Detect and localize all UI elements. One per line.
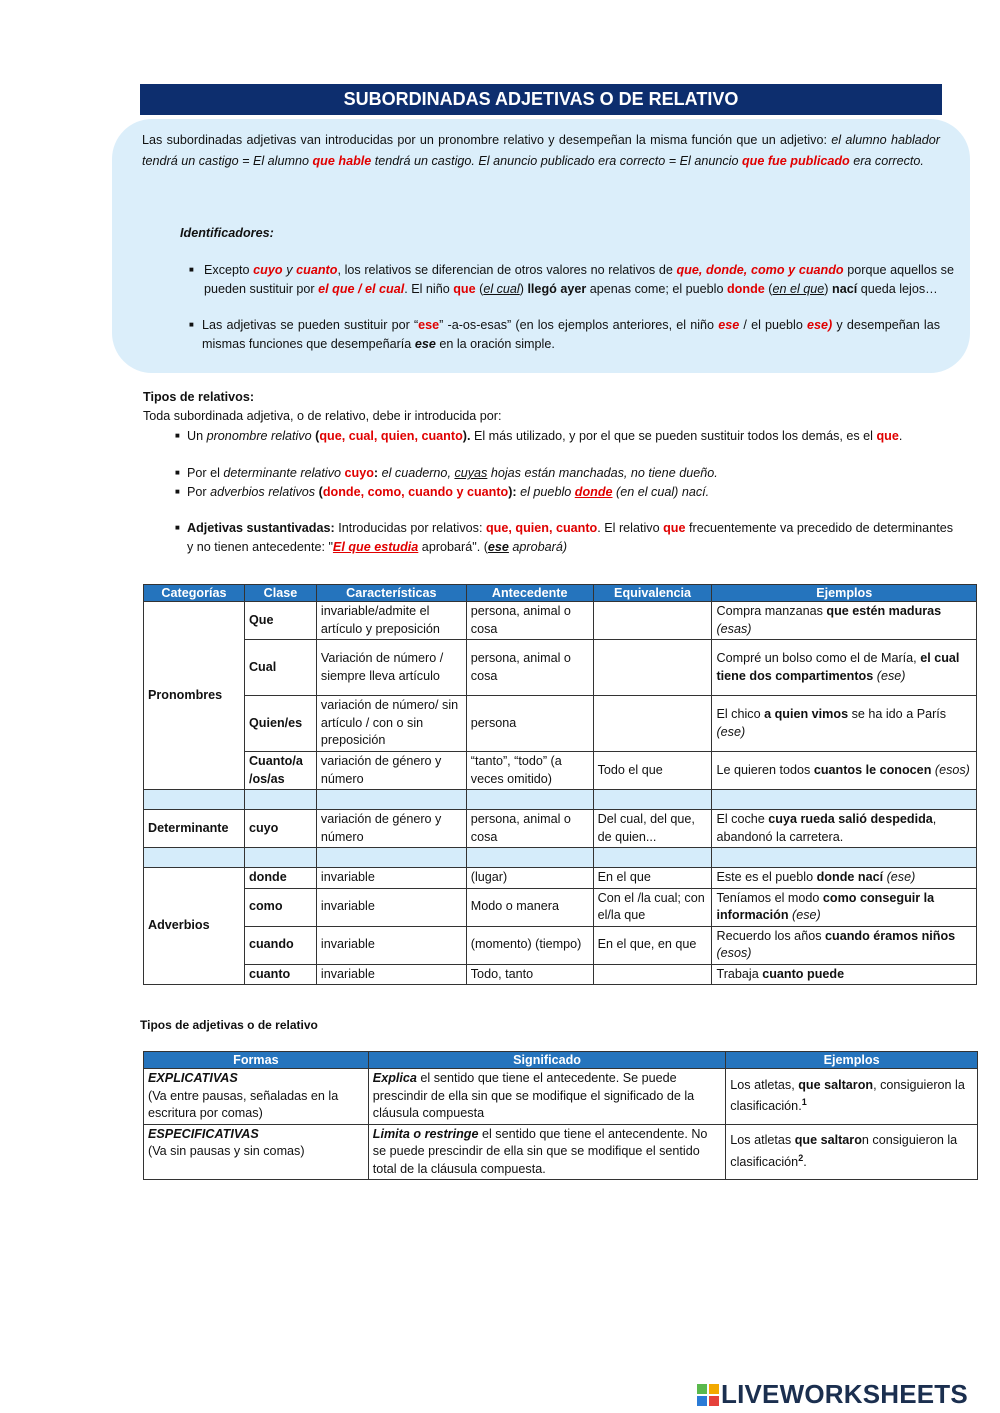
liveworksheets-icon	[697, 1384, 719, 1406]
ejemplo-cell: Recuerdo los años cuando éramos niños (esos)	[712, 926, 977, 964]
page-title: SUBORDINADAS ADJETIVAS O DE RELATIVO	[140, 84, 942, 115]
spacer-row	[144, 848, 977, 868]
category-cell: Determinante	[144, 810, 245, 848]
table-header-row	[144, 1052, 978, 1069]
header-cell: Equivalencia	[593, 585, 712, 602]
significado-cell: Explica el sentido que tiene el antecedente. Se puede prescindir de ella sin que se modifique el significado de la cláusula compuesta	[368, 1069, 726, 1125]
header-cell: Características	[316, 585, 466, 602]
header-cell: Ejemplos	[726, 1052, 978, 1069]
antecedente-cell: persona, animal o cosa	[466, 602, 593, 640]
identificadores-heading: Identificadores:	[180, 226, 274, 240]
forma-cell: EXPLICATIVAS (Va entre pausas, señaladas en la escritura por comas)	[144, 1069, 369, 1125]
significado-cell: Limita o restringe el sentido que tiene el antecendente. No se puede prescindir de ella sin que se modifique el sentido total de la cláusula compuesta.	[368, 1124, 726, 1180]
clase-cell: cuanto	[244, 964, 316, 985]
caracteristicas-cell: variación de género y número	[316, 752, 466, 790]
caracteristicas-cell: variación de número/ sin artículo / con o sin preposición	[316, 696, 466, 752]
header-cell: Clase	[244, 585, 316, 602]
clase-cell: donde	[244, 868, 316, 889]
caracteristicas-cell: Variación de número / siempre lleva artículo	[316, 640, 466, 696]
table-row	[144, 810, 977, 848]
tipos-intro: Toda subordinada adjetiva, o de relativo, debe ir introducida por:	[143, 409, 502, 423]
header-cell: Formas	[144, 1052, 369, 1069]
antecedente-cell: (momento) (tiempo)	[466, 926, 593, 964]
clase-cell: Cuanto/a /os/as	[244, 752, 316, 790]
table-row	[144, 926, 977, 964]
table-header-row	[144, 585, 977, 602]
antecedente-cell: “tanto”, “todo” (a veces omitido)	[466, 752, 593, 790]
table-row	[144, 602, 977, 640]
caracteristicas-cell: invariable/admite el artículo y preposición	[316, 602, 466, 640]
ejemplo-cell: Teníamos el modo como conseguir la información (ese)	[712, 888, 977, 926]
caracteristicas-cell: invariable	[316, 868, 466, 889]
table-row	[144, 696, 977, 752]
antecedente-cell: Modo o manera	[466, 888, 593, 926]
relativos-table	[143, 584, 977, 985]
tipos-heading: Tipos de relativos:	[143, 390, 255, 404]
tipos-bullet-4: ■ Adjetivas sustantivadas: Introducidas por relativos: que, quien, cuanto. El relativo que frecuentemente va precedido de determinantes y no tienen antecedente: "El que estudia aprobará". (ese aprobará)	[175, 519, 953, 556]
caracteristicas-cell: invariable	[316, 964, 466, 985]
tipos-bullet-1: ■ Un pronombre relativo (que, cual, quien, cuanto). El más utilizado, y por el que se pueden sustituir todos los demás, es el que.	[175, 427, 953, 446]
table-row	[144, 1069, 978, 1125]
ejemplo-cell: Los atletas que saltaron consiguieron la clasificación$^2$.	[726, 1124, 978, 1180]
clase-cell: Quien/es	[244, 696, 316, 752]
spacer-row	[144, 790, 977, 810]
equivalencia-cell	[593, 696, 712, 752]
equivalencia-cell: Del cual, del que, de quien...	[593, 810, 712, 848]
tipos-bullet-2: ■ Por el determinante relativo cuyo: el cuaderno, cuyas hojas están manchadas, no tiene dueño.	[175, 464, 953, 483]
identificador-bullet-2: ■ Las adjetivas se pueden sustituir por “ese” -a-os-esas” (en los ejemplos anteriores, el niño ese / el pueblo ese) y desempeñan las mismas funciones que desempeñaría ese en la oración simple.	[190, 316, 940, 353]
identificador-bullet-1: ■ Excepto cuyo y cuanto, los relativos se diferencian de otros valores no relativos de que, donde, como y cuando porque aquellos se pueden sustituir por el que / el cual. El niño que (el cual) llegó ayer apenas come; el pueblo donde (en el que) nací queda lejos…	[190, 261, 954, 298]
table-row	[144, 752, 977, 790]
equivalencia-cell: En el que	[593, 868, 712, 889]
antecedente-cell: persona	[466, 696, 593, 752]
equivalencia-cell	[593, 640, 712, 696]
ejemplo-cell: Compra manzanas que estén maduras (esas)	[712, 602, 977, 640]
header-cell: Significado	[368, 1052, 726, 1069]
tipos-bullet-3: ■ Por adverbios relativos (donde, como, cuando y cuanto): el pueblo donde (en el cual) nací.	[175, 483, 953, 502]
category-cell: Pronombres	[144, 602, 245, 790]
forma-cell: ESPECIFICATIVAS (Va sin pausas y sin comas)	[144, 1124, 369, 1180]
equivalencia-cell: En el que, en que	[593, 926, 712, 964]
clase-cell: Cual	[244, 640, 316, 696]
adjetivas-heading: Tipos de adjetivas o de relativo	[140, 1018, 318, 1032]
clase-cell: Que	[244, 602, 316, 640]
clase-cell: cuando	[244, 926, 316, 964]
header-cell: Categorías	[144, 585, 245, 602]
caracteristicas-cell: invariable	[316, 926, 466, 964]
caracteristicas-cell: variación de género y número	[316, 810, 466, 848]
ejemplo-cell: Le quieren todos cuantos le conocen (esos)	[712, 752, 977, 790]
category-cell: Adverbios	[144, 868, 245, 985]
table-row	[144, 1124, 978, 1180]
antecedente-cell: Todo, tanto	[466, 964, 593, 985]
table-row	[144, 868, 977, 889]
liveworksheets-logo: LIVEWORKSHEETS	[697, 1378, 968, 1410]
table-row	[144, 964, 977, 985]
equivalencia-cell	[593, 602, 712, 640]
table-row	[144, 640, 977, 696]
equivalencia-cell: Con el /la cual; con el/la que	[593, 888, 712, 926]
adjetivas-table	[143, 1051, 978, 1180]
table-row	[144, 888, 977, 926]
ejemplo-cell: El chico a quien vimos se ha ido a París (ese)	[712, 696, 977, 752]
antecedente-cell: persona, animal o cosa	[466, 810, 593, 848]
clase-cell: cuyo	[244, 810, 316, 848]
header-cell: Ejemplos	[712, 585, 977, 602]
equivalencia-cell: Todo el que	[593, 752, 712, 790]
ejemplo-cell: Compré un bolso como el de María, el cual tiene dos compartimentos (ese)	[712, 640, 977, 696]
ejemplo-cell: Trabaja cuanto puede	[712, 964, 977, 985]
antecedente-cell: persona, animal o cosa	[466, 640, 593, 696]
caracteristicas-cell: invariable	[316, 888, 466, 926]
ejemplo-cell: Los atletas, que saltaron, consiguieron la clasificación.$^1$	[726, 1069, 978, 1125]
ejemplo-cell: El coche cuya rueda salió despedida, abandonó la carretera.	[712, 810, 977, 848]
clase-cell: como	[244, 888, 316, 926]
antecedente-cell: (lugar)	[466, 868, 593, 889]
equivalencia-cell	[593, 964, 712, 985]
intro-paragraph: Las subordinadas adjetivas van introducidas por un pronombre relativo y desempeñan la misma función que un adjetivo: el alumno hablador tendrá un castigo = El alumno que hable tendrá un castigo. El anuncio publicado era correcto = El anuncio que fue publicado era correcto.	[142, 133, 940, 168]
header-cell: Antecedente	[466, 585, 593, 602]
ejemplo-cell: Este es el pueblo donde nací (ese)	[712, 868, 977, 889]
